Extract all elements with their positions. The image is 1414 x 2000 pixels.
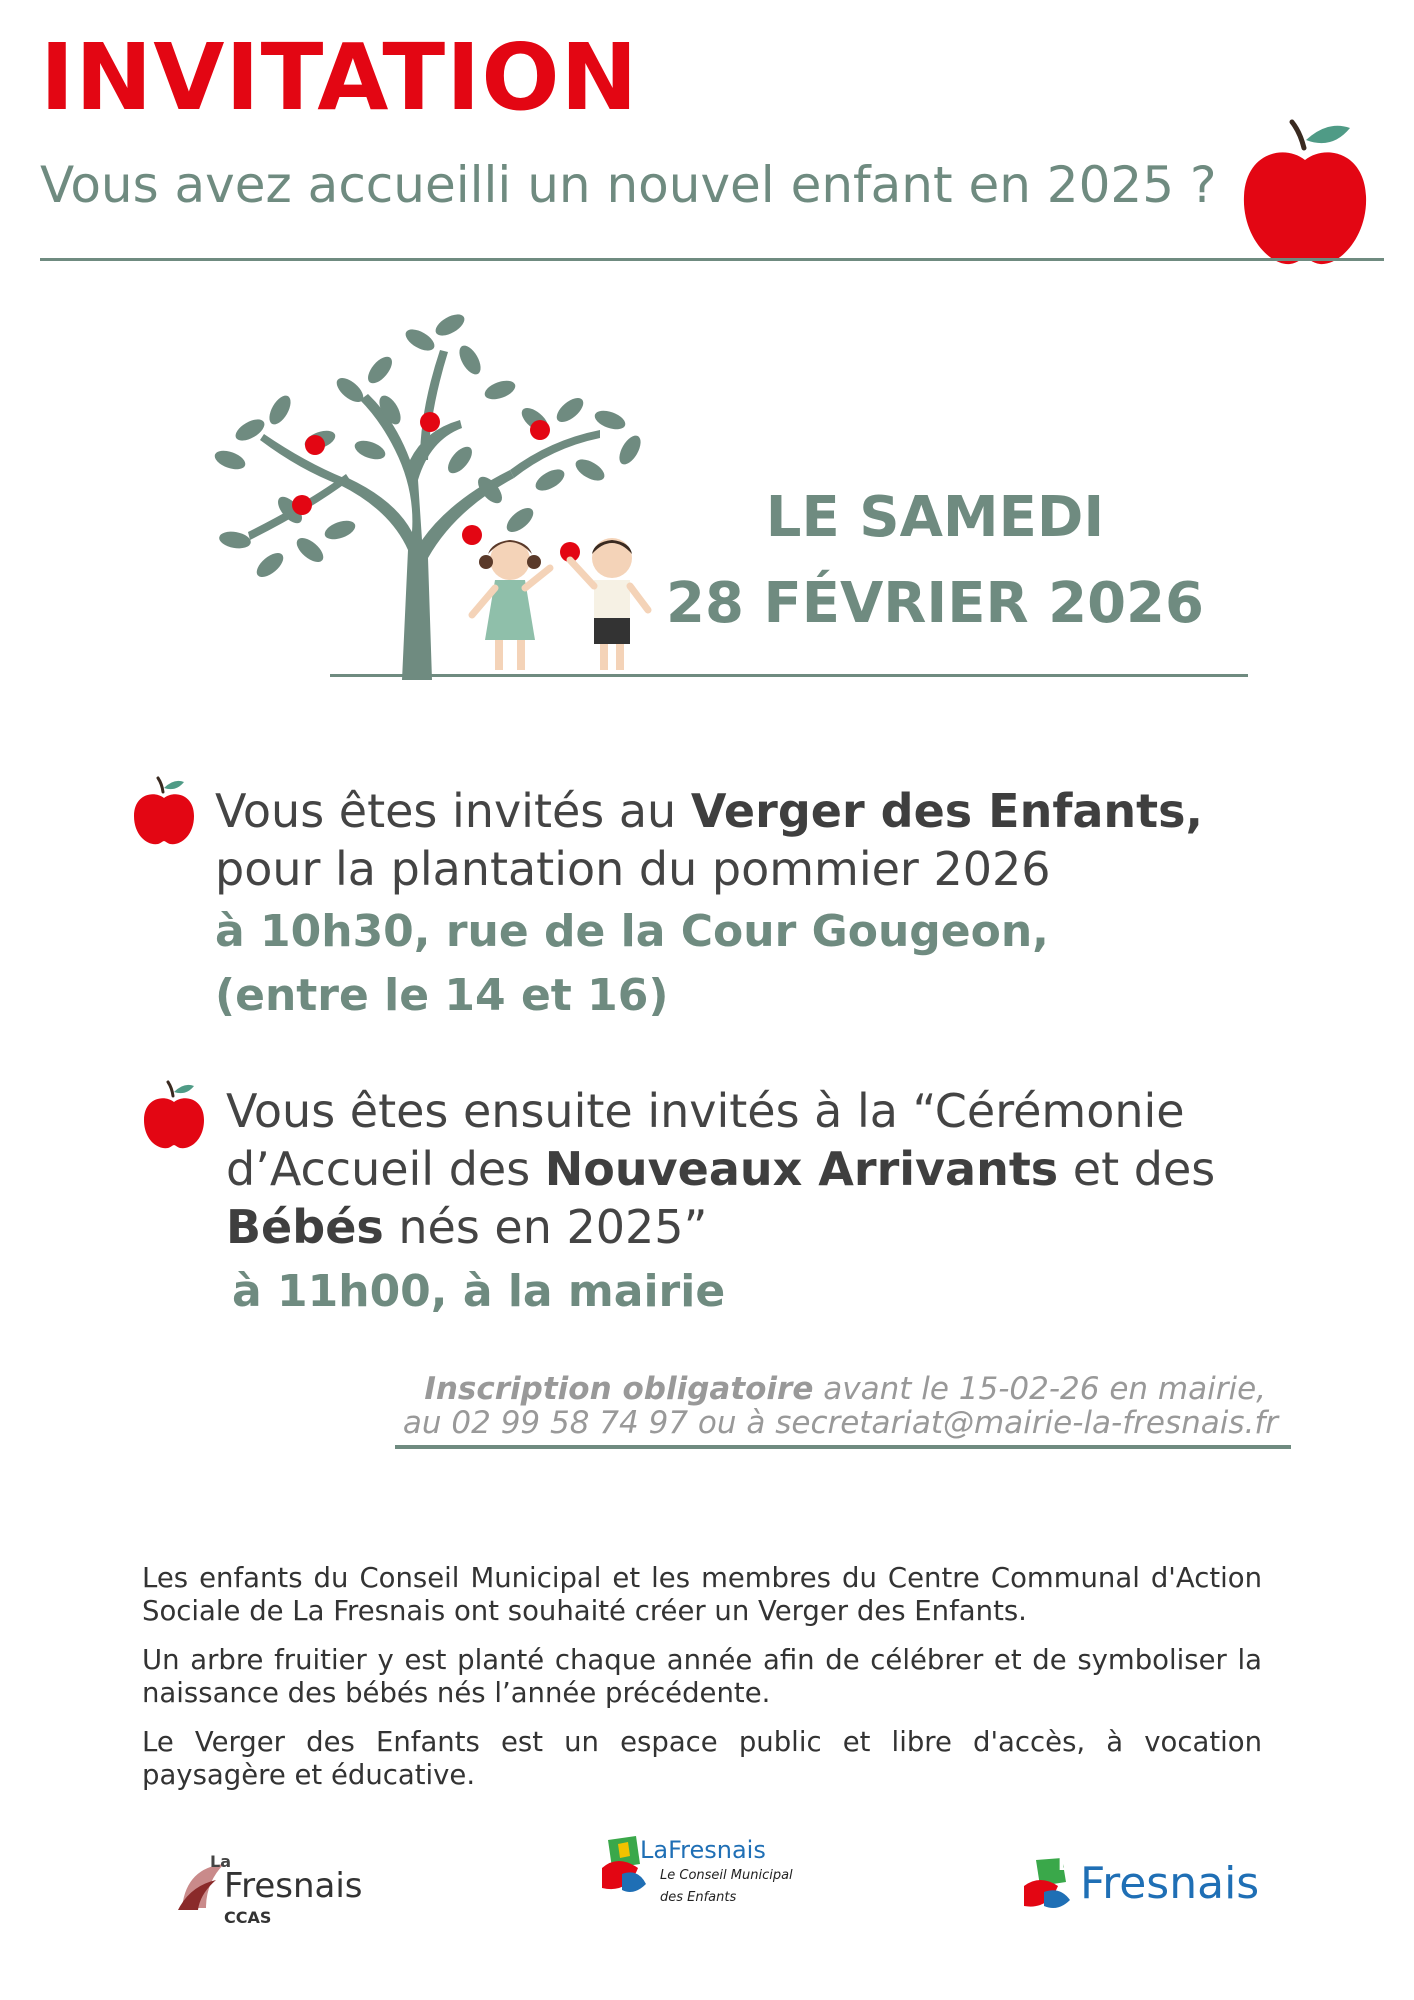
event2-line2: d’Accueil des Nouveaux Arrivants et des — [226, 1142, 1216, 1196]
event2-line3: Bébés nés en 2025” — [226, 1200, 708, 1254]
subtitle: Vous avez accueilli un nouvel enfant en 2025 ? — [40, 156, 1217, 214]
event1-location: (entre le 14 et 16) — [215, 970, 669, 1021]
info-paragraph: Le Verger des Enfants est un espace public et libre d'accès, à vocation paysagère et éducative. — [142, 1726, 1262, 1791]
event1-line1: Vous êtes invités au Verger des Enfants, — [215, 784, 1203, 838]
tree-illustration — [190, 310, 670, 680]
date-day: LE SAMEDI — [765, 485, 1105, 550]
ccas-logo: La Fresnais CCAS — [176, 1852, 376, 1932]
event2-time: à 11h00, à la mairie — [232, 1266, 726, 1317]
invitation-title: INVITATION — [40, 24, 639, 131]
header-divider — [40, 258, 1384, 261]
registration-divider — [395, 1445, 1291, 1449]
apple-icon — [142, 1080, 206, 1150]
event1-time: à 10h30, rue de la Cour Gougeon, — [215, 906, 1049, 957]
apple-icon — [132, 776, 196, 846]
children-illustration — [472, 538, 648, 670]
la-fresnais-logo: La Fresnais — [1022, 1852, 1272, 1922]
apple-icon — [1240, 118, 1370, 268]
conseil-enfants-logo: LaFresnais Le Conseil Municipal des Enfants — [598, 1834, 818, 1934]
event2-line1: Vous êtes ensuite invités à la “Cérémonie — [226, 1084, 1185, 1138]
date-divider — [330, 674, 1248, 677]
event1-line2: pour la plantation du pommier 2026 — [215, 842, 1051, 896]
info-paragraph: Les enfants du Conseil Municipal et les membres du Centre Communal d'Action Sociale de La Fresnais ont souhaité créer un Verger des Enfants. — [142, 1562, 1262, 1627]
date-full: 28 FÉVRIER 2026 — [666, 571, 1204, 636]
info-paragraph: Un arbre fruitier y est planté chaque année afin de célébrer et de symboliser la naissance des bébés nés l’année précédente. — [142, 1644, 1262, 1709]
event1-highlight: Verger des Enfants, — [690, 784, 1203, 838]
registration-contact: au 02 99 58 74 97 ou à secretariat@mairie-la-fresnais.fr — [402, 1405, 1278, 1441]
registration-line1: Inscription obligatoire avant le 15-02-26 en mairie, — [424, 1371, 1266, 1407]
